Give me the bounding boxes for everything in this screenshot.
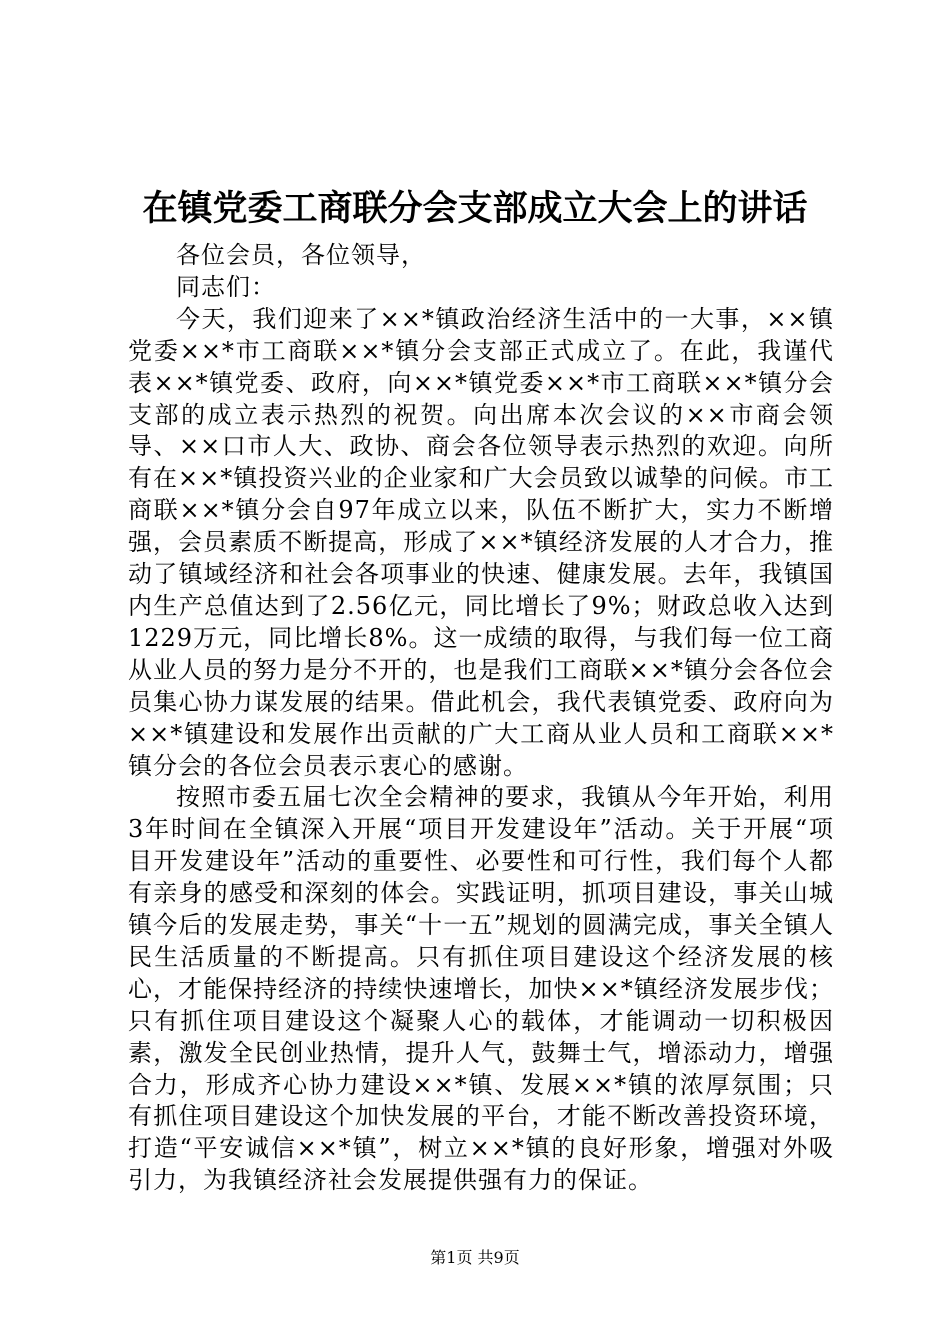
body-paragraph: 按照市委五届七次全会精神的要求，我镇从今年开始，利用3年时间在全镇深入开展“项目开发建设年”活动。关于开展“项目开发建设年”活动的重要性、必要性和可行性，我们每个人都有亲身的感受和深刻的体会。实践证明，抓项目建设，事关山城镇今后的发展走势，事关“十一五”规划的圆满完成，事关全镇人民生活质量的不断提高。只有抓住项目建设这个经济发展的核心，才能保持经济的持续快速增长，加快××*镇经济发展步伐；只有抓住项目建设这个凝聚人心的载体，才能调动一切积极因素，激发全民创业热情，提升人气，鼓舞士气，增添动力，增强合力，形成齐心协力建设××*镇、发展××*镇的浓厚氛围；只有抓住项目建设这个加快发展的平台，才能不断改善投资环境，打造“平安诚信××*镇”，树立××*镇的良好形象，增强对外吸引力，为我镇经济社会发展提供强有力的保证。 [128, 783, 834, 1195]
salutation-line: 同志们： [176, 272, 276, 301]
salutation-line: 各位会员，各位领导， [176, 241, 426, 269]
body-paragraph: 今天，我们迎来了××*镇政治经济生活中的一大事，××镇党委××*市工商联××*镇分会支部正式成立了。在此，我谨代表××*镇党委、政府，向××*镇党委××*市工商联××*镇分会支部的成立表示热烈的祝贺。向出席本次会议的××市商会领导、××口市人大、政协、商会各位领导表示热烈的欢迎。向所有在××*镇投资兴业的企业家和广大会员致以诚挚的问候。市工商联××*镇分会自97年成立以来，队伍不断扩大，实力不断增强，会员素质不断提高，形成了××*镇经济发展的人才合力，推动了镇域经济和社会各项事业的快速、健康发展。去年，我镇国内生产总值达到了2.56亿元，同比增长了9%；财政总收入达到1229万元，同比增长8%。这一成绩的取得，与我们每一位工商从业人员的努力是分不开的，也是我们工商联××*镇分会各位会员集心协力谋发展的结果。借此机会，我代表镇党委、政府向为××*镇建设和发展作出贡献的广大工商从业人员和工商联××*镇分会的各位会员表示衷心的感谢。 [128, 304, 834, 780]
document-body [128, 240, 834, 1197]
page-number-footer: 第1页 共9页 [430, 1248, 520, 1267]
document-title: 在镇党委工商联分会支部成立大会上的讲话 [142, 188, 808, 229]
